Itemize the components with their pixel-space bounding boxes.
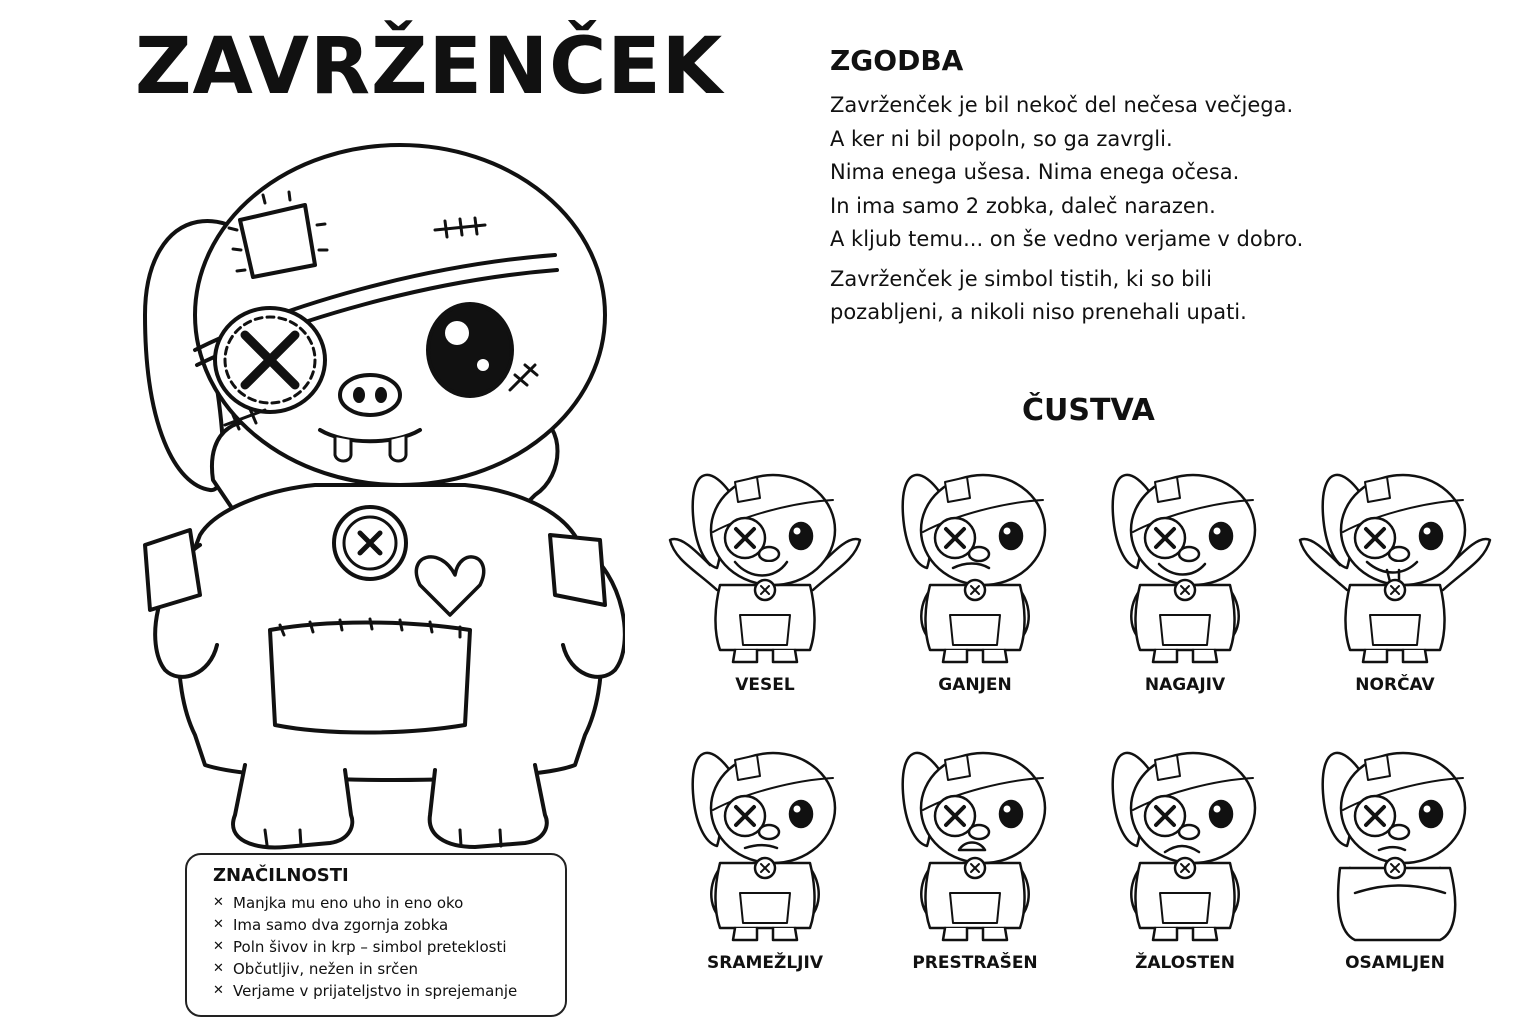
right-sleeve-patch bbox=[550, 535, 605, 605]
story-line: Zavrženček je simbol tistih, ki so bili bbox=[830, 266, 1212, 291]
emotion-label: NAGAJIV bbox=[1144, 675, 1226, 695]
emotion-label: PRESTRAŠEN bbox=[912, 953, 1038, 973]
emotion-card-ganjen bbox=[875, 440, 1075, 695]
emotion-card-nagajiv bbox=[1085, 440, 1285, 695]
list-item: ✕ Manjka mu eno uho in eno oko bbox=[213, 894, 464, 912]
tooth-left bbox=[335, 437, 351, 461]
story-section bbox=[830, 44, 1490, 330]
x-mark-icon: ✕ bbox=[213, 983, 224, 998]
emotion-card-prestrašen bbox=[875, 718, 1075, 973]
emotion-figure bbox=[1295, 440, 1495, 670]
story-heading: ZGODBA bbox=[830, 44, 964, 77]
list-item: ✕ Ima samo dva zgornja zobka bbox=[213, 916, 449, 934]
features-list bbox=[213, 892, 551, 1002]
emotion-figure bbox=[875, 718, 1075, 948]
tooth-right bbox=[390, 436, 406, 461]
right-leg bbox=[430, 765, 547, 847]
emotion-card-sramežljiv bbox=[665, 718, 865, 973]
list-item: ✕ Občutljiv, nežen in srčen bbox=[213, 960, 419, 978]
main-character-illustration bbox=[105, 125, 625, 865]
left-sleeve-patch bbox=[145, 530, 200, 610]
x-mark-icon: ✕ bbox=[213, 917, 224, 932]
x-mark-icon: ✕ bbox=[213, 961, 224, 976]
head-patch bbox=[240, 205, 315, 277]
emotion-card-osamljen bbox=[1295, 718, 1495, 973]
features-box bbox=[185, 853, 567, 1017]
features-heading: ZNAČILNOSTI bbox=[213, 865, 349, 886]
story-line: In ima samo 2 zobka, daleč narazen. bbox=[830, 193, 1216, 218]
page-title: ZAVRŽENČEK bbox=[135, 22, 724, 112]
list-item: ✕ Verjame v prijateljstvo in sprejemanje bbox=[213, 982, 518, 1000]
open-eye bbox=[428, 304, 512, 396]
emotion-label: SRAMEŽLJIV bbox=[707, 953, 823, 973]
left-leg bbox=[233, 765, 352, 848]
emotion-label: ŽALOSTEN bbox=[1135, 953, 1235, 973]
story-line: A ker ni bil popoln, so ga zavrgli. bbox=[830, 126, 1173, 151]
x-mark-icon: ✕ bbox=[213, 939, 224, 954]
story-line: Nima enega ušesa. Nima enega očesa. bbox=[830, 160, 1240, 184]
emotion-figure bbox=[1085, 440, 1285, 670]
emotion-figure bbox=[665, 718, 865, 948]
emotion-card-žalosten bbox=[1085, 718, 1285, 973]
emotions-heading: ČUSTVA bbox=[1022, 393, 1155, 428]
emotion-label: NORČAV bbox=[1355, 675, 1435, 695]
emotion-label: GANJEN bbox=[938, 675, 1012, 695]
snout bbox=[340, 375, 400, 415]
emotion-label: OSAMLJEN bbox=[1345, 953, 1445, 973]
emotion-figure bbox=[665, 440, 865, 670]
emotion-card-vesel bbox=[665, 440, 865, 695]
story-line: Zavrženček je bil nekoč del nečesa večjega. bbox=[830, 93, 1294, 117]
emotion-figure bbox=[1295, 718, 1495, 948]
emotion-card-norčav bbox=[1295, 440, 1495, 695]
pocket-patch bbox=[270, 623, 470, 733]
emotion-figure bbox=[1085, 718, 1285, 948]
x-mark-icon: ✕ bbox=[213, 895, 224, 910]
list-item: ✕ Poln šivov in krp – simbol preteklosti bbox=[213, 938, 507, 956]
emotion-figure bbox=[875, 440, 1075, 670]
story-line: A kljub temu... on še vedno verjame v dobro. bbox=[830, 227, 1304, 251]
emotion-label: VESEL bbox=[735, 675, 795, 695]
story-line: pozabljeni, a nikoli niso prenehali upati. bbox=[830, 300, 1247, 324]
